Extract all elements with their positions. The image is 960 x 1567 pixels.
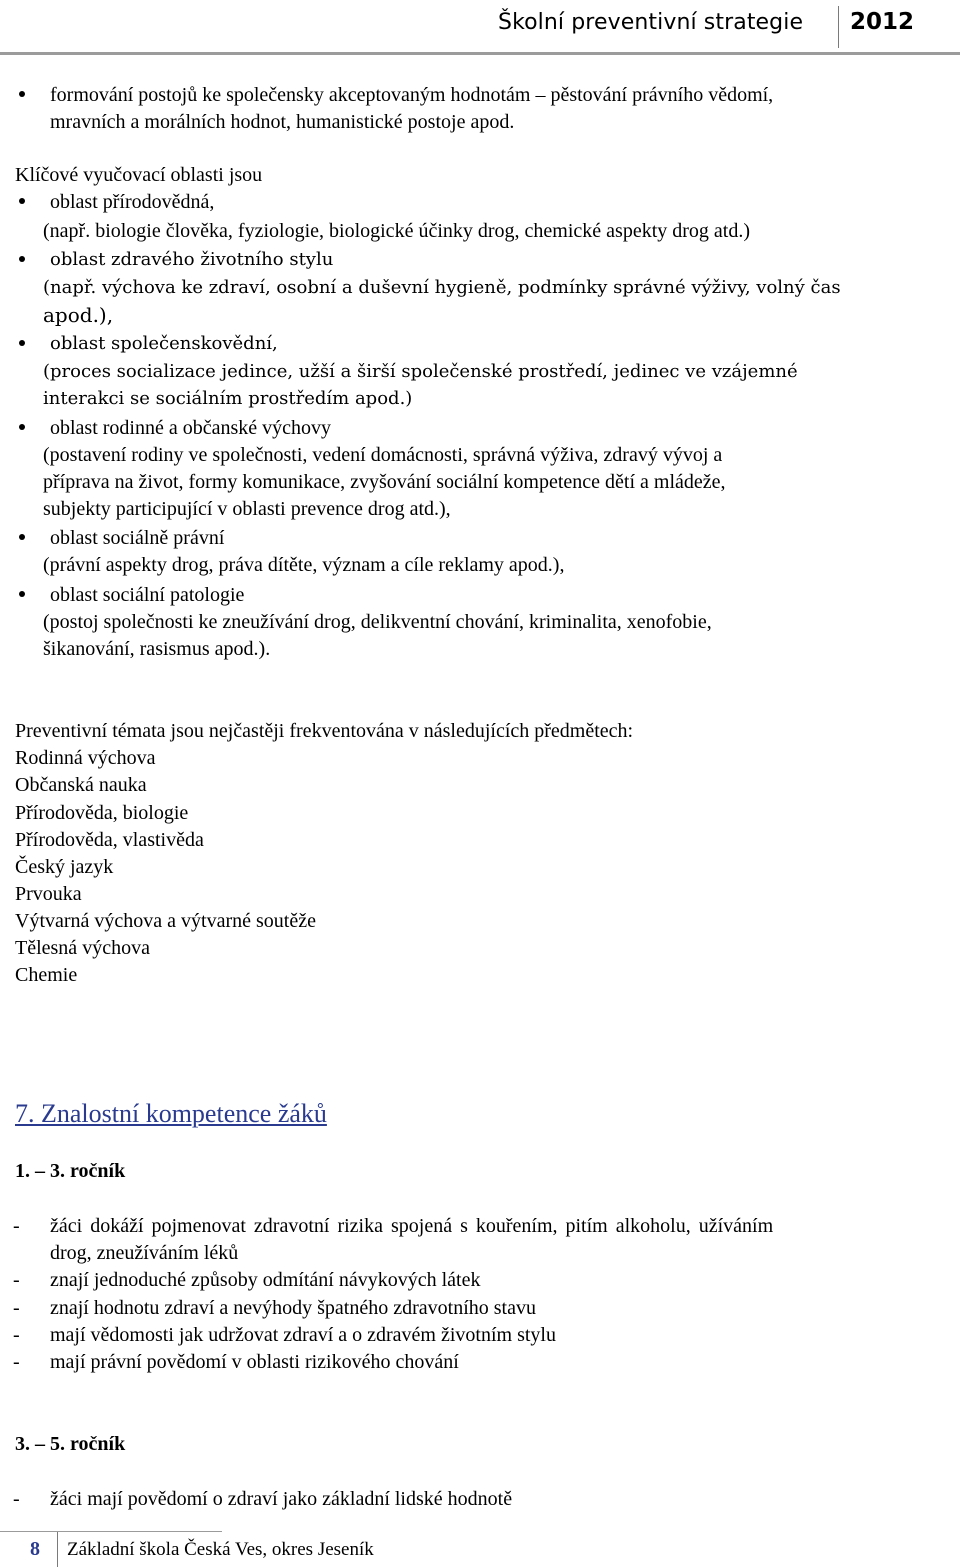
dash-marker: - (13, 1351, 20, 1373)
bullet-dot (19, 198, 25, 204)
grade-heading: 1. – 3. ročník (15, 1160, 126, 1182)
subject-item: Chemie (15, 964, 78, 986)
bullet-dot (19, 340, 25, 346)
page-number: 8 (30, 1538, 40, 1560)
area-description: (postoj společnosti ke zneužívání drog, delikventní chování, kriminalita, xenofobie, (43, 611, 712, 633)
competence-text: mají právní povědomí v oblasti rizikového chování (50, 1351, 459, 1373)
header-rule (0, 52, 960, 55)
area-name: oblast rodinné a občanské výchovy (50, 417, 332, 439)
subject-item: Výtvarná výchova a výtvarné soutěže (15, 910, 316, 932)
footer-rule (0, 1531, 222, 1532)
area-description: (proces socializace jedince, užší a širší společenské prostředí, jedinec ve vzájemné (43, 361, 798, 382)
area-description: (např. výchova ke zdraví, osobní a duševní hygieně, podmínky správné výživy, volný čas (43, 277, 841, 298)
competence-text: mají vědomosti jak udržovat zdraví a o zdravém životním stylu (50, 1324, 556, 1346)
area-name: oblast zdravého životního stylu (50, 249, 334, 270)
dash-marker: - (13, 1297, 20, 1319)
bullet-dot (19, 591, 25, 597)
subject-item: Rodinná výchova (15, 747, 156, 769)
subject-item: Přírodověda, vlastivěda (15, 829, 204, 851)
header-year: 2012 (850, 9, 915, 35)
area-description: příprava na život, formy komunikace, zvyšování sociální kompetence dětí a mládeže, (43, 471, 726, 493)
competence-text: žáci mají povědomí o zdraví jako základní lidské hodnotě (50, 1488, 513, 1510)
subjects-heading: Preventivní témata jsou nejčastěji frekventována v následujících předmětech: (15, 720, 634, 742)
area-name: oblast sociálně právní (50, 527, 225, 549)
subject-item: Občanská nauka (15, 774, 147, 796)
dash-marker: - (13, 1324, 20, 1346)
competence-text: znají hodnotu zdraví a nevýhody špatného zdravotního stavu (50, 1297, 536, 1319)
subject-item: Prvouka (15, 883, 82, 905)
subject-item: Český jazyk (15, 856, 114, 878)
header-title: Školní preventivní strategie (498, 10, 804, 35)
subject-item: Přírodověda, biologie (15, 802, 189, 824)
area-description: interakci se sociálním prostředím apod.) (43, 388, 413, 409)
area-description: (např. biologie člověka, fyziologie, biologické účinky drog, chemické aspekty drog atd.) (43, 220, 751, 242)
footer-school-name: Základní škola Česká Ves, okres Jeseník (67, 1539, 374, 1560)
area-description: šikanování, rasismus apod.). (43, 638, 271, 660)
bullet-dot (19, 256, 25, 262)
header-separator (838, 6, 839, 48)
grade-heading: 3. – 5. ročník (15, 1433, 126, 1455)
area-description: (postavení rodiny ve společnosti, vedení domácnosti, správná výživa, zdravý vývoj a (43, 444, 723, 466)
dash-marker: - (13, 1215, 20, 1237)
bullet-dot (19, 424, 25, 430)
intro-line-1: formování postojů ke společensky akceptovaným hodnotám – pěstování právního vědomí, (50, 84, 774, 106)
bullet-dot (19, 534, 25, 540)
competence-text: žáci dokáží pojmenovat zdravotní rizika spojená s kouřením, pitím alkoholu, užíváním (50, 1215, 774, 1237)
subject-item: Tělesná výchova (15, 937, 150, 959)
bullet-dot (19, 91, 25, 97)
area-name: oblast sociální patologie (50, 584, 245, 606)
area-description: (právní aspekty drog, práva dítěte, význam a cíle reklamy apod.), (43, 554, 565, 576)
footer-separator (57, 1532, 58, 1567)
area-name: oblast přírodovědná, (50, 191, 215, 213)
areas-heading: Klíčové vyučovací oblasti jsou (15, 164, 263, 186)
area-description: subjekty participující v oblasti prevence drog atd.), (43, 498, 451, 520)
area-name: oblast společenskovědní, (50, 333, 278, 354)
competence-text: znají jednoduché způsoby odmítání návykových látek (50, 1269, 481, 1291)
dash-marker: - (13, 1269, 20, 1291)
competence-text: drog, zneužíváním léků (50, 1242, 239, 1264)
intro-line-2: mravních a morálních hodnot, humanistické postoje apod. (50, 111, 515, 133)
section-heading: 7. Znalostní kompetence žáků (15, 1099, 327, 1128)
area-description: apod.), (43, 303, 114, 327)
dash-marker: - (13, 1488, 20, 1510)
